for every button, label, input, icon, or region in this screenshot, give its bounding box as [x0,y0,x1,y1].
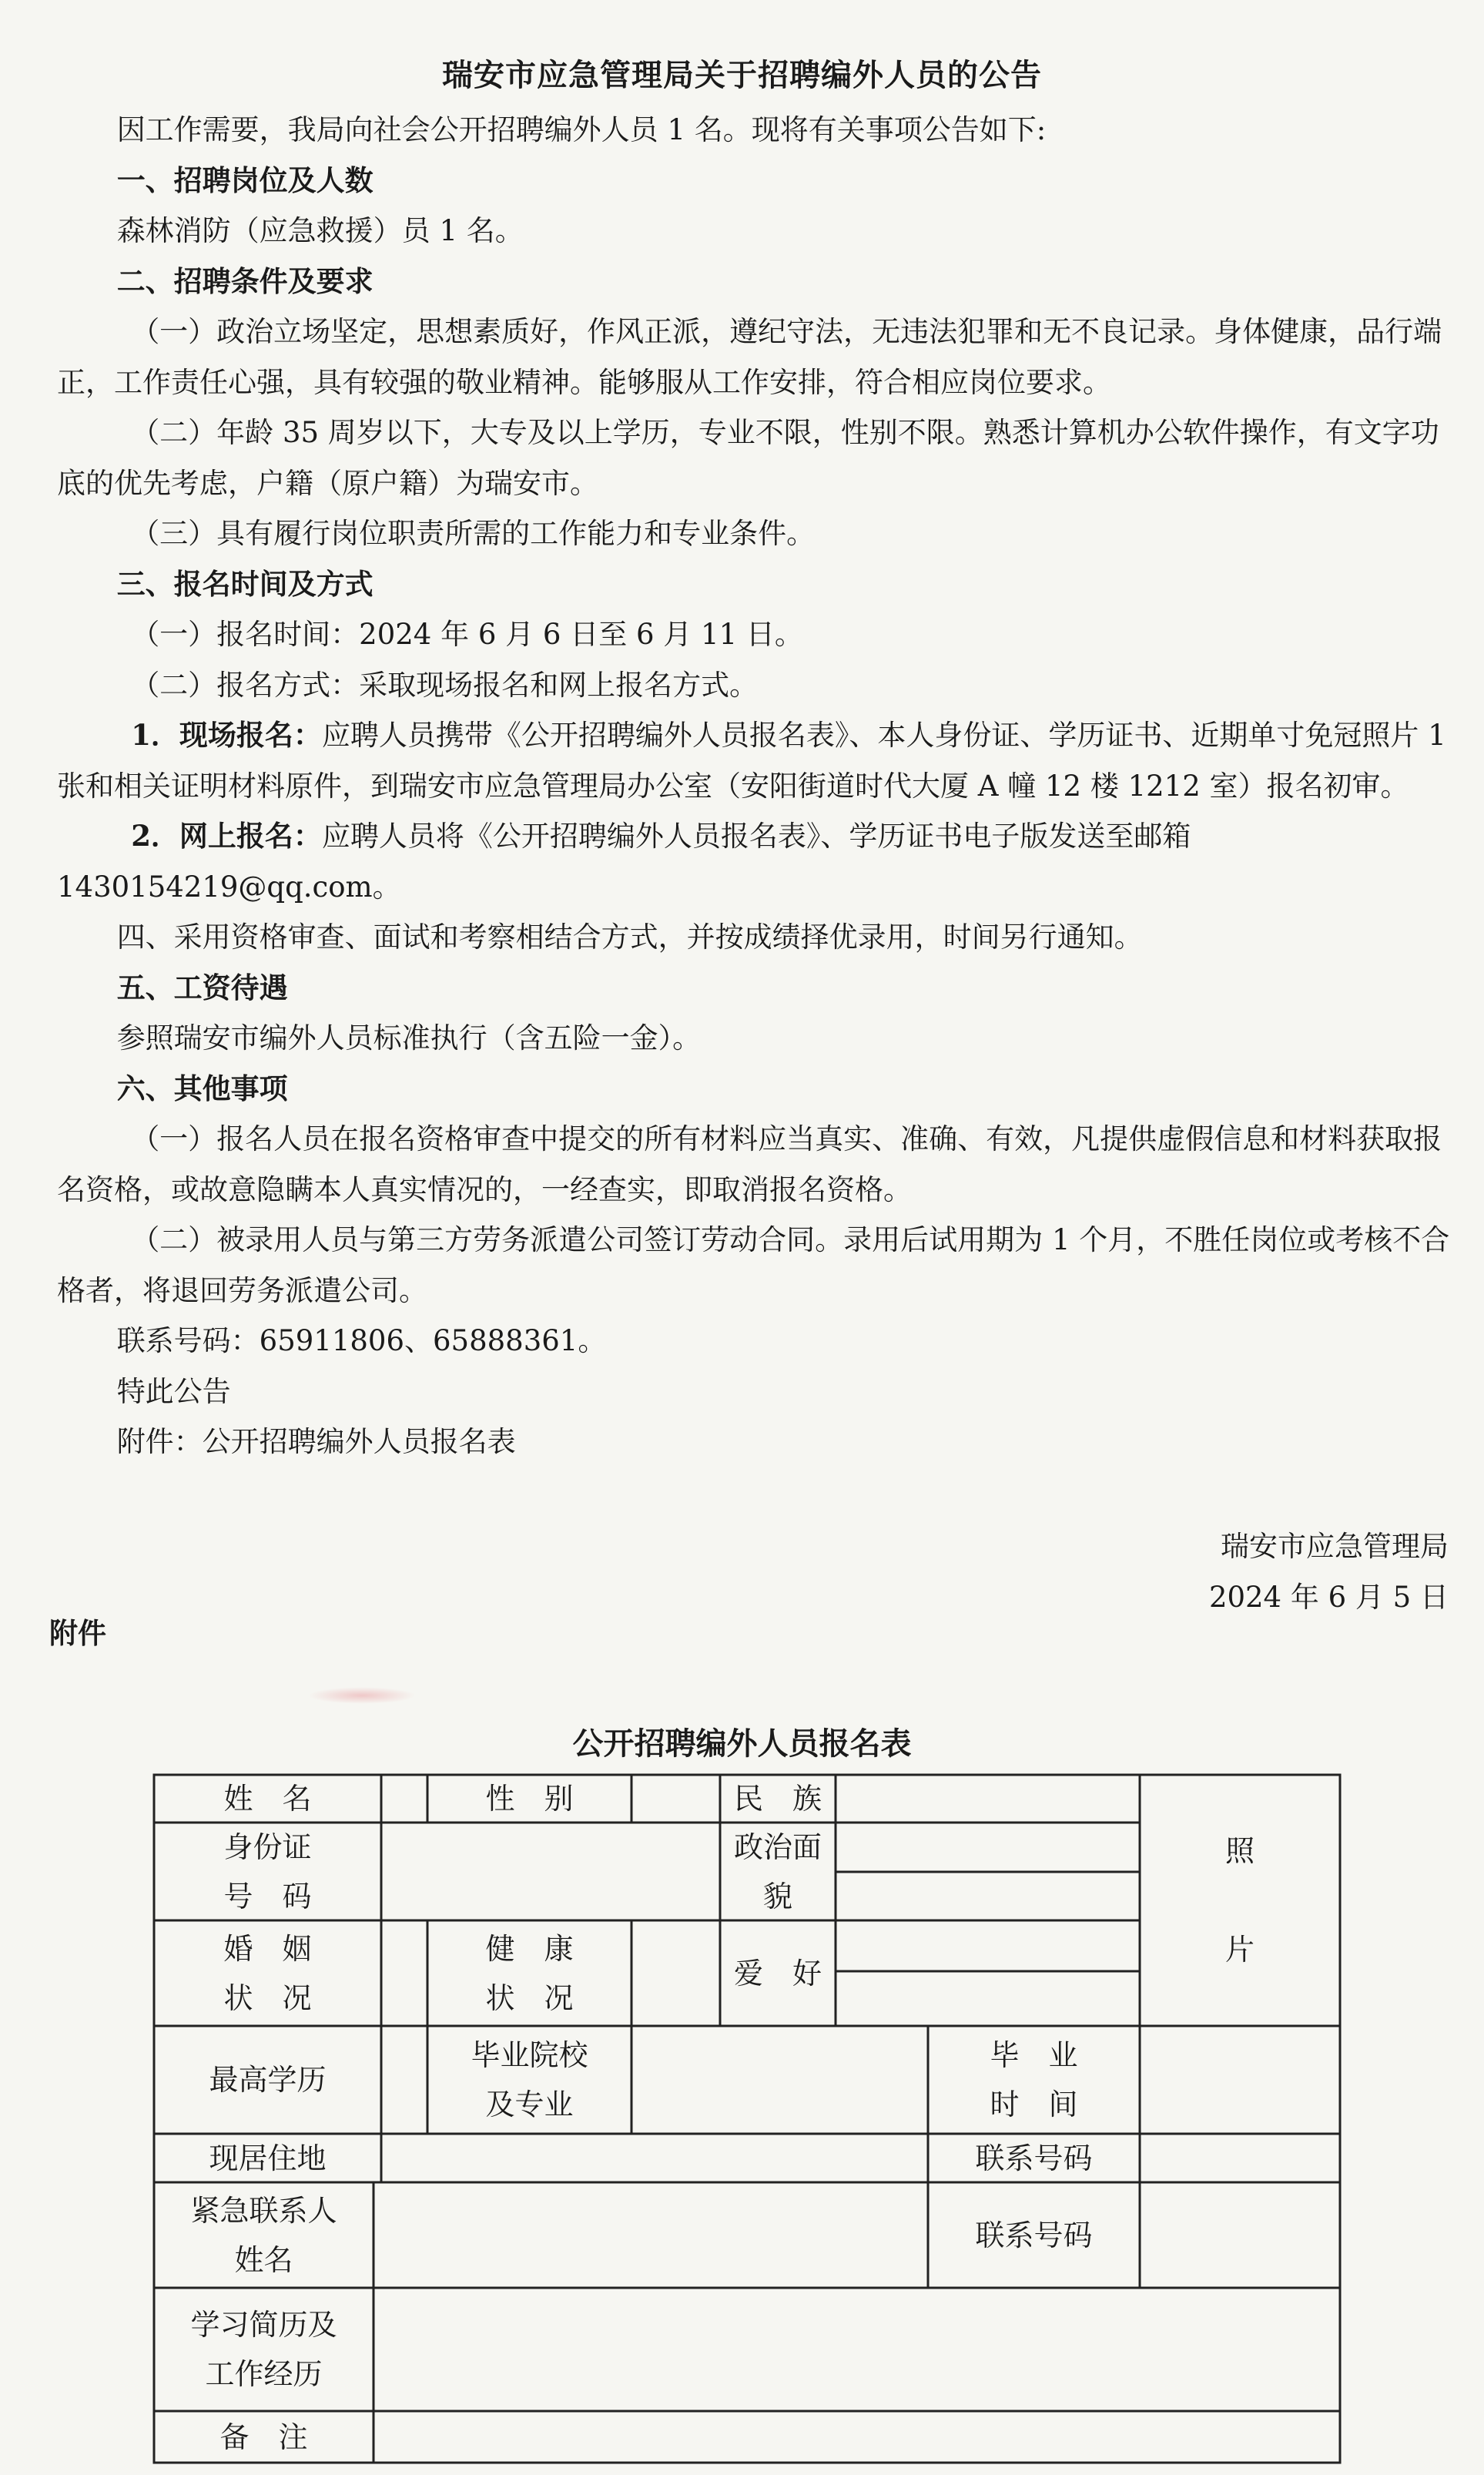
label-gender: 性 别 [485,1782,574,1816]
label-address: 现居住地 [209,2141,327,2175]
online-text: 应聘人员将《公开招聘编外人员报名表》、学历证书电子版发送至邮箱 1430154219@qq.com。 [57,820,1191,904]
label-emergency-phone: 联系号码 [975,2218,1093,2252]
section-5-heading: 五、工资待遇 [116,970,288,1004]
label-graduation-time: 毕 业 时 间 [990,2038,1078,2121]
label-name: 姓 名 [223,1782,312,1816]
section-3-method: （二）报名方式：采取现场报名和网上报名方式。 [131,668,759,702]
label-school-major: 毕业院校 及专业 [471,2038,588,2121]
notice-body [57,105,1466,1467]
label-resume: 学习简历及 工作经历 [190,2308,337,2391]
form-title: 公开招聘编外人员报名表 [572,1725,912,1762]
signature-block [1209,1521,1449,1623]
label-photo: 照 片 [1224,1834,1255,1967]
section-3-heading: 三、报名时间及方式 [116,566,374,601]
section-2-heading: 二、招聘条件及要求 [116,263,374,298]
label-hobbies: 爱 好 [733,1956,822,1990]
section-2-item-2: （二）年龄 35 周岁以下，大专及以上学历，专业不限，性别不限。熟悉计算机办公软件操作，有文字功底的优先考虑，户籍（原户籍）为瑞安市。 [57,416,1439,500]
online-label: 2．网上报名： [131,819,322,853]
annex-label: 附件 [49,1616,106,1650]
attachment-line: 附件：公开招聘编外人员报名表 [116,1425,516,1458]
label-political-status: 政治面貌 [733,1829,822,1913]
label-phone: 联系号码 [975,2141,1093,2175]
label-ethnicity: 民 族 [733,1782,822,1816]
onsite-text: 应聘人员携带《公开招聘编外人员报名表》、本人身份证、学历证书、近期单寸免冠照片 1 张和相关证明材料原件，到瑞安市应急管理局办公室（安阳街道时代大厦 A 幢 12 楼 1212 室）报名初审。 [57,719,1446,803]
section-3-onsite [57,710,1466,811]
ink-smudge [308,1687,416,1704]
section-1-text: 森林消防（应急救援）员 1 名。 [116,214,524,247]
onsite-label: 1．现场报名： [131,718,322,752]
signature-date: 2024 年 6 月 5 日 [1208,1581,1449,1614]
label-emergency-contact: 紧急联系人 姓名 [190,2193,337,2277]
label-education: 最高学历 [209,2063,327,2097]
contact-numbers: 联系号码：65911806、65888361。 [116,1324,607,1357]
label-health-status: 健 康 状 况 [485,1931,574,2015]
label-id-number: 身份证 号 码 [223,1829,312,1913]
registration-form-table [146,1772,1348,2469]
section-6-item-1: （一）报名人员在报名资格审查中提交的所有材料应当真实、准确、有效，凡提供虚假信息和材料获取报名资格，或故意隐瞒本人真实情况的，一经查实，即取消报名资格。 [57,1122,1442,1206]
section-2-item-3: （三）具有履行岗位职责所需的工作能力和专业条件。 [131,517,816,550]
label-remarks: 备 注 [219,2420,308,2454]
signature-org: 瑞安市应急管理局 [1221,1530,1449,1563]
section-6-item-2: （二）被录用人员与第三方劳务派遣公司签订劳动合同。录用后试用期为 1 个月，不胜任岗位或考核不合格者，将退回劳务派遣公司。 [57,1223,1450,1307]
section-5-text: 参照瑞安市编外人员标准执行（含五险一金）。 [116,1021,702,1055]
notice-title: 瑞安市应急管理局关于招聘编外人员的公告 [442,57,1042,93]
section-2-item-1: （一）政治立场坚定，思想素质好，作风正派，遵纪守法，无违法犯罪和无不良记录。身体健康，品行端正，工作责任心强，具有较强的敬业精神。能够服从工作安排，符合相应岗位要求。 [57,315,1442,399]
section-4-text: 四、采用资格审查、面试和考察相结合方式，并按成绩择优录用，时间另行通知。 [116,921,1143,954]
closing-text: 特此公告 [116,1374,231,1408]
section-1-heading: 一、招聘岗位及人数 [116,163,374,197]
section-3-online [57,811,1466,912]
section-6-heading: 六、其他事项 [116,1071,288,1105]
label-marital-status: 婚 姻 状 况 [223,1931,312,2015]
notice-intro: 因工作需要，我局向社会公开招聘编外人员 1 名。现将有关事项公告如下: [116,113,1047,146]
section-3-time: （一）报名时间：2024 年 6 月 6 日至 6 月 11 日。 [131,618,803,651]
